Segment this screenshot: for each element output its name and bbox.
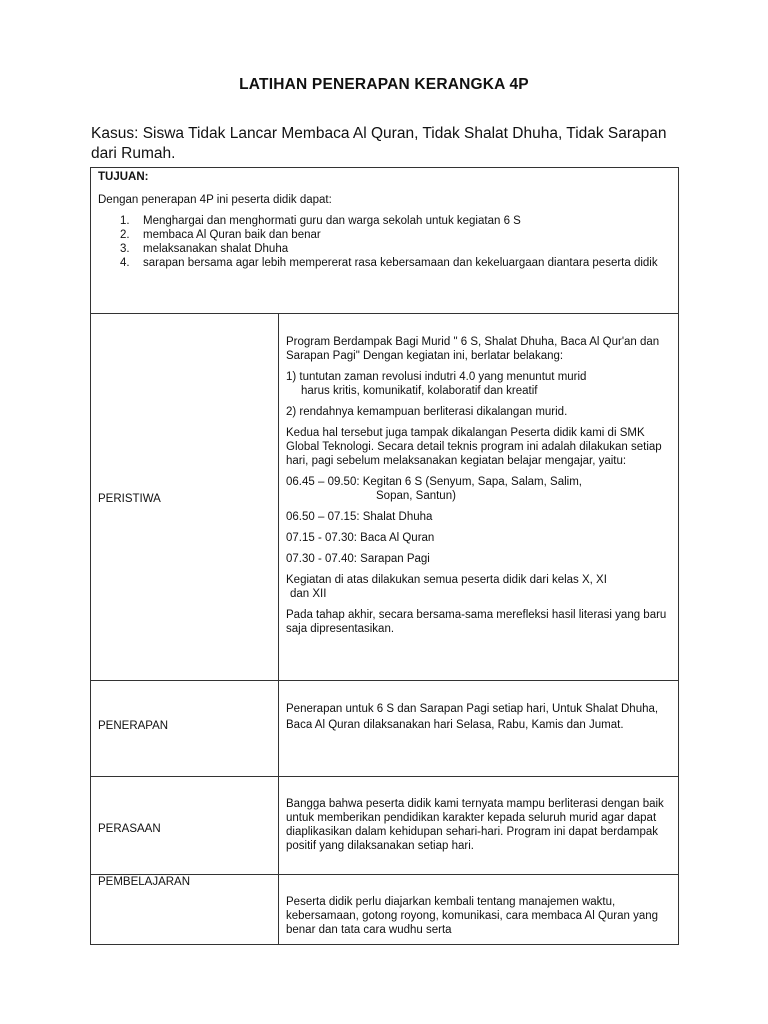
schedule-item: 07.30 - 07.40: Sarapan Pagi [286, 553, 430, 565]
peristiwa-content [279, 314, 679, 681]
table-row [91, 875, 679, 945]
schedule-item: 07.15 - 07.30: Baca Al Quran [286, 532, 435, 544]
peristiwa-paragraph: Kedua hal tersebut juga tampak dikalangan Peserta didik kami di SMK Global Teknologi. Secara detail teknis program ini adalah dilakukan setiap hari, pagi sebelum melaksanakan kegiatan belajar mengajar, yaitu: [286, 427, 662, 467]
peristiwa-paragraph: Pada tahap akhir, secara bersama-sama merefleksi hasil literasi yang baru saja dipresentasikan. [286, 609, 667, 635]
peristiwa-paragraph: 2) rendahnya kemampuan berliterasi dikalangan murid. [286, 406, 568, 418]
list-item-text: sarapan bersama agar lebih mempererat rasa kebersamaan dan kekeluargaan diantara peserta didik [143, 257, 658, 269]
penerapan-content [279, 681, 679, 777]
table-row [91, 314, 679, 681]
list-item [98, 256, 671, 270]
schedule-item: 06.45 – 09.50: Kegitan 6 S (Senyum, Sapa, Salam, Salim, [286, 476, 582, 488]
peristiwa-paragraph: Kegiatan di atas dilakukan semua peserta didik dari kelas X, XI [286, 574, 607, 586]
perasaan-text: Bangga bahwa peserta didik kami ternyata mampu berliterasi dengan baik untuk memberikan pendidikan karakter kepada seluruh murid agar dapat diaplikasikan dalam kehidupan sehari-hari. Program ini dapat berdampak positif yang dilaksanakan setiap hari. [286, 798, 664, 852]
penerapan-label: PENERAPAN [98, 719, 169, 732]
row-label-cell [91, 875, 279, 945]
schedule-item: 06.50 – 07.15: Shalat Dhuha [286, 511, 433, 523]
pembelajaran-label: PEMBELAJARAN [98, 876, 191, 888]
page-title: LATIHAN PENERAPAN KERANGKA 4P [239, 76, 529, 93]
peristiwa-paragraph: dan XII [290, 588, 327, 600]
list-number: 3. [120, 243, 130, 255]
table-row [91, 681, 679, 777]
list-number: 4. [120, 257, 130, 269]
penerapan-text: Penerapan untuk 6 S dan Sarapan Pagi setiap hari, Untuk Shalat Dhuha, Baca Al Quran dilaksanakan hari Selasa, Rabu, Kamis dan Jumat. [286, 703, 659, 731]
tujuan-section [90, 167, 679, 314]
tujuan-label: TUJUAN: [98, 171, 149, 183]
schedule-item: Sopan, Santun) [376, 490, 456, 502]
pembelajaran-content [279, 875, 679, 945]
peristiwa-paragraph: Program Berdampak Bagi Murid " 6 S, Shalat Dhuha, Baca Al Qur'an dan Sarapan Pagi" Dengan kegiatan ini, berlatar belakang: [286, 336, 660, 362]
list-item-text: membaca Al Quran baik dan benar [143, 229, 321, 241]
table-row [91, 777, 679, 875]
list-item [98, 242, 671, 256]
list-item [98, 228, 671, 242]
perasaan-content [279, 777, 679, 875]
list-number: 2. [120, 229, 130, 241]
tujuan-intro: Dengan penerapan 4P ini peserta didik dapat: [98, 194, 332, 206]
perasaan-label: PERASAAN [98, 822, 161, 835]
row-label-cell [91, 777, 279, 875]
row-label-cell [91, 681, 279, 777]
list-item [98, 214, 671, 228]
tujuan-list [98, 214, 671, 270]
peristiwa-paragraph: 1) tuntutan zaman revolusi indutri 4.0 yang menuntut murid [286, 371, 587, 383]
row-label-cell [91, 314, 279, 681]
framework-table [90, 313, 679, 945]
list-item-text: melaksanakan shalat Dhuha [143, 243, 289, 255]
pembelajaran-text: Peserta didik perlu diajarkan kembali tentang manajemen waktu, kebersamaan, gotong royong, komunikasi, cara membaca Al Quran yang benar dan tata cara wudhu serta [286, 896, 659, 936]
list-number: 1. [120, 215, 130, 227]
case-statement: Kasus: Siswa Tidak Lancar Membaca Al Quran, Tidak Shalat Dhuha, Tidak Sarapan dari Rumah. [91, 125, 667, 162]
peristiwa-label: PERISTIWA [98, 493, 161, 505]
list-item-text: Menghargai dan menghormati guru dan warga sekolah untuk kegiatan 6 S [143, 215, 521, 227]
peristiwa-paragraph: harus kritis, komunikatif, kolaboratif dan kreatif [301, 385, 538, 397]
